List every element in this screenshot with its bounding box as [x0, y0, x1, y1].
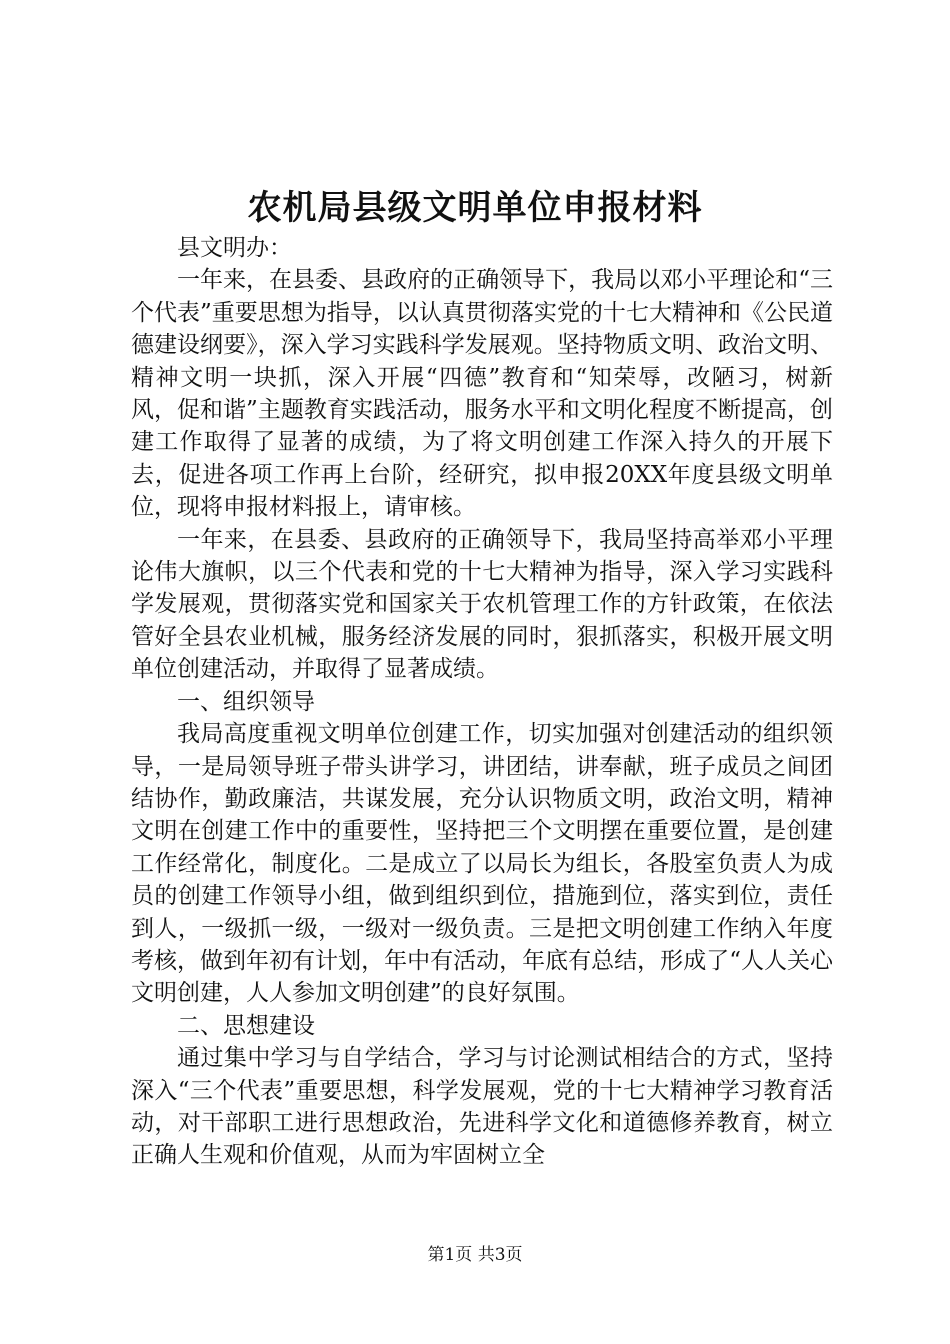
document-body	[131, 232, 833, 1172]
paragraph-3: 我局高度重视文明单位创建工作，切实加强对创建活动的组织领导，一是局领导班子带头讲学习，讲团结，讲奉献，班子成员之间团结协作，勤政廉洁，共谋发展，充分认识物质文明，政治文明，精神文明在创建工作中的重要性，坚持把三个文明摆在重要位置，是创建工作经常化，制度化。二是成立了以局长为组长，各股室负责人为成员的创建工作领导小组，做到组织到位，措施到位，落实到位，责任到人，一级抓一级，一级对一级负责。三是把文明创建工作纳入年度考核，做到年初有计划，年中有活动，年底有总结，形成了“人人关心文明创建，人人参加文明创建”的良好氛围。	[131, 721, 833, 1007]
paragraph-4: 通过集中学习与自学结合，学习与讨论测试相结合的方式，坚持深入“三个代表”重要思想，科学发展观，党的十七大精神学习教育活动，对干部职工进行思想政治，先进科学文化和道德修养教育，树立正确人生观和价值观，从而为牢固树立全	[131, 1045, 833, 1169]
paragraph-2: 一年来，在县委、县政府的正确领导下，我局坚持高举邓小平理论伟大旗帜，以三个代表和党的十七大精神为指导，深入学习实践科学发展观，贯彻落实党和国家关于农机管理工作的方针政策，在依法管好全县农业机械，服务经济发展的同时，狠抓落实，积极开展文明单位创建活动，并取得了显著成绩。	[131, 526, 833, 683]
section-heading-1: 一、组织领导	[177, 688, 315, 715]
section-heading-2: 二、思想建设	[177, 1012, 315, 1039]
page-number-footer: 第1页 共3页	[427, 1245, 523, 1265]
document-title: 农机局县级文明单位申报材料	[247, 188, 703, 228]
salutation: 县文明办：	[177, 235, 292, 261]
paragraph-1: 一年来，在县委、县政府的正确领导下，我局以邓小平理论和“三个代表”重要思想为指导，以认真贯彻落实党的十七大精神和《公民道德建设纲要》，深入学习实践科学发展观。坚持物质文明、政治文明、精神文明一块抓，深入开展“四德”教育和“知荣辱，改陋习，树新风，促和谐”主题教育实践活动，服务水平和文明化程度不断提高，创建工作取得了显著的成绩，为了将文明创建工作深入持久的开展下去，促进各项工作再上台阶，经研究，拟申报20XX年度县级文明单位，现将申报材料报上，请审核。	[131, 267, 833, 521]
